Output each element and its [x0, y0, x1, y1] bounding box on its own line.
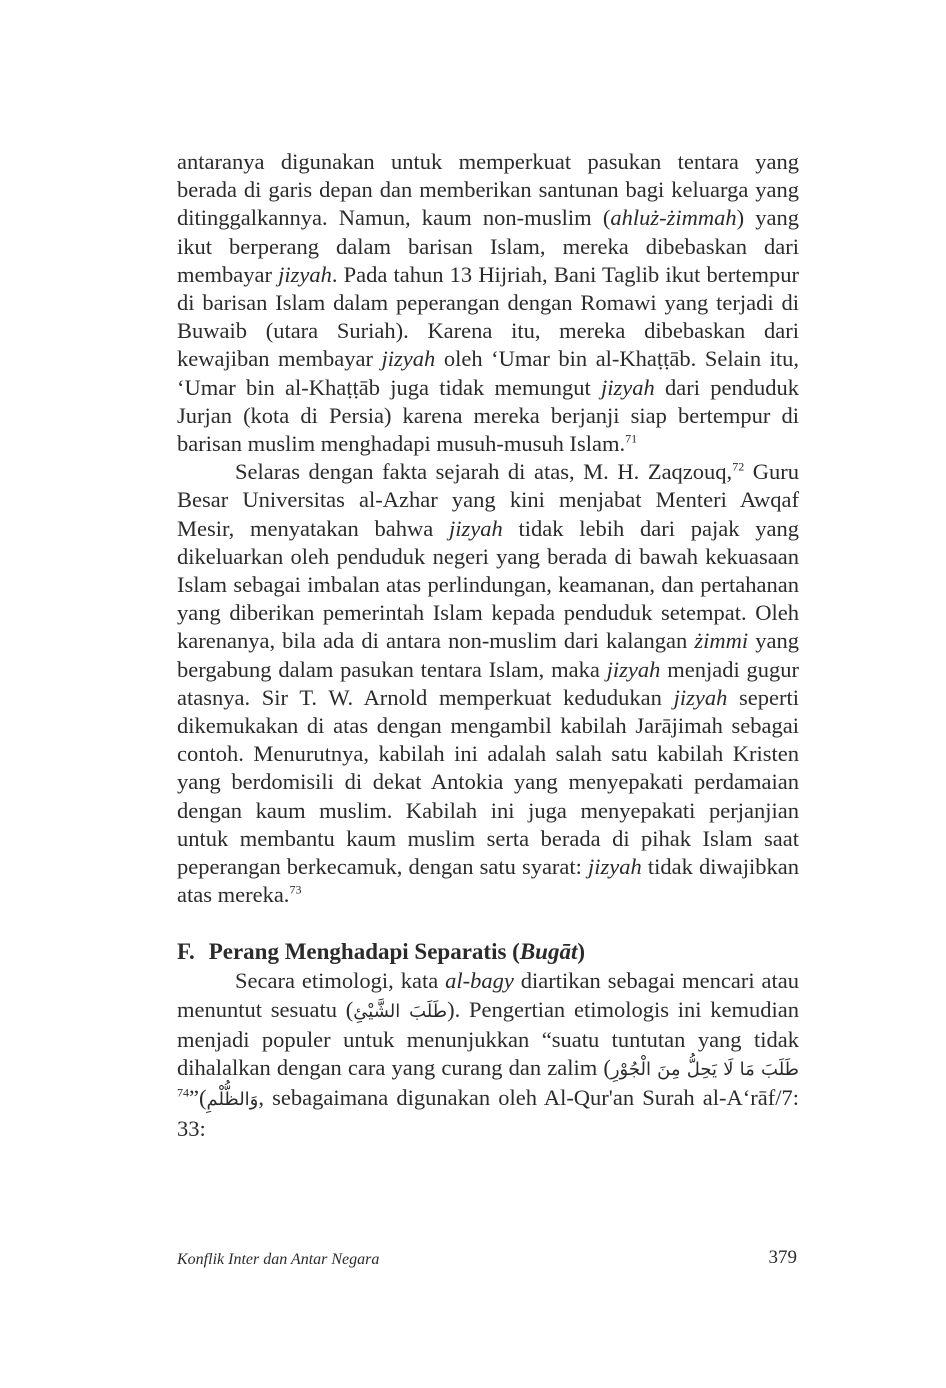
italic-term: al-bagy: [445, 968, 514, 994]
section-number: F.: [177, 939, 195, 965]
text-run: , sebagaimana digunakan oleh Al-Qur'an Surah al-A‘rāf/7: 33:: [177, 1085, 799, 1141]
section-heading: [177, 937, 799, 967]
footnote-ref-71[interactable]: 71: [625, 431, 638, 446]
italic-term: żimmi: [694, 628, 749, 654]
italic-term: jizyah: [588, 854, 642, 880]
section-title-close: ): [577, 939, 586, 965]
italic-term: jizyah: [381, 346, 436, 372]
arabic-phrase: طَلَبَ مَا لَا يَحِلُّ مِنَ الْجُوْرِ وَالظُّلْمِ: [206, 1059, 799, 1111]
text-run: yang bergabung dalam pasukan tentara Islam, maka: [177, 628, 799, 682]
text-run: Selaras dengan fakta sejarah di atas, M. H. Zaqzouq,: [235, 459, 733, 485]
section-title: [209, 937, 585, 967]
text-run: diartikan sebagai mencari atau menuntut sesuatu (: [177, 968, 799, 1022]
text-run: tidak lebih dari pajak yang dikeluarkan oleh penduduk negeri yang berada di bawah kekuasaan Islam sebagai imbalan atas perlindungan, keamanan, dan pertahanan yang diberikan pemerintah Islam kepada penduduk setempat. Oleh karenanya, bila ada di antara non-muslim dari kalangan: [177, 515, 800, 654]
text-run: ) yang ikut berperang dalam barisan Islam, mereka dibebaskan dari membayar: [177, 205, 800, 287]
text-run: menjadi gugur atasnya. Sir T. W. Arnold memperkuat kedudukan: [177, 656, 799, 710]
text-run: Secara etimologi, kata: [235, 968, 446, 994]
body-text: [177, 148, 799, 1143]
text-run: dari penduduk Jurjan (kota di Persia) karena mereka berjanji siap bertempur di barisan muslim menghadapi musuh-musuh Islam.: [177, 374, 799, 457]
running-title: Konflik Inter dan Antar Negara: [177, 1251, 380, 1268]
text-run: )”: [189, 1085, 207, 1111]
text-run: seperti dikemukakan di atas dengan mengambil kabilah Jarājimah sebagai contoh. Menurutnya, kabilah ini adalah salah satu kabilah Kristen yang berdomisili di dekat Antokia yang menyepakati perdamaian dengan kaum muslim. Kabilah ini juga menyepakati perjanjian untuk membantu kaum muslim serta berada di pihak Islam saat peperangan berkecamuk, dengan satu syarat:: [177, 684, 799, 880]
paragraph-zaqzouq: [177, 458, 799, 909]
text-run: tidak diwajibkan atas mereka.: [177, 854, 799, 908]
italic-term: jizyah: [448, 515, 503, 541]
text-run: . Pada tahun 13 Hijriah, Bani Taglib ikut bertempur di barisan Islam dalam peperangan dengan Romawi yang terjadi di Buwaib (utara Suriah). Karena itu, mereka dibebaskan dari kewajiban membayar: [177, 261, 799, 372]
arabic-phrase: طَلَبَ الشَّيْئِ: [353, 1000, 448, 1022]
text-run: antaranya digunakan untuk memperkuat pasukan tentara yang berada di garis depan dan memberikan santunan bagi keluarga yang ditinggalkannya. Namun, kaum non-muslim (: [177, 149, 799, 231]
italic-term: jizyah: [601, 374, 655, 400]
footnote-ref-73[interactable]: 73: [289, 882, 302, 897]
section-title-term: Bugāt: [519, 939, 578, 965]
italic-term: jizyah: [278, 261, 332, 287]
page-footer: [177, 1248, 799, 1272]
text-run: oleh ‘Umar bin al-Khaṭṭāb. Selain itu, ‘Umar bin al-Khaṭṭāb juga tidak memungut: [177, 346, 799, 400]
italic-term: ahluż-żimmah: [610, 205, 737, 231]
page-number: 379: [768, 1247, 797, 1268]
paragraph-jizyah-exemption: [177, 148, 799, 458]
italic-term: jizyah: [673, 684, 728, 710]
footnote-ref-72[interactable]: 72: [732, 459, 745, 474]
section-title-text: Perang Menghadapi Separatis (: [208, 939, 520, 965]
text-run: ). Pengertian etimologis ini kemudian menjadi populer untuk menunjukkan “suatu tuntutan yang tidak dihalalkan dengan cara yang curang dan zalim (: [177, 996, 799, 1081]
footnote-ref-74[interactable]: 74: [177, 1085, 189, 1100]
italic-term: jizyah: [606, 656, 661, 682]
text-run: Guru Besar Universitas al-Azhar yang kini menjabat Menteri Awqaf Mesir, menyatakan bahwa: [177, 459, 800, 541]
paragraph-etymology: [177, 967, 799, 1142]
